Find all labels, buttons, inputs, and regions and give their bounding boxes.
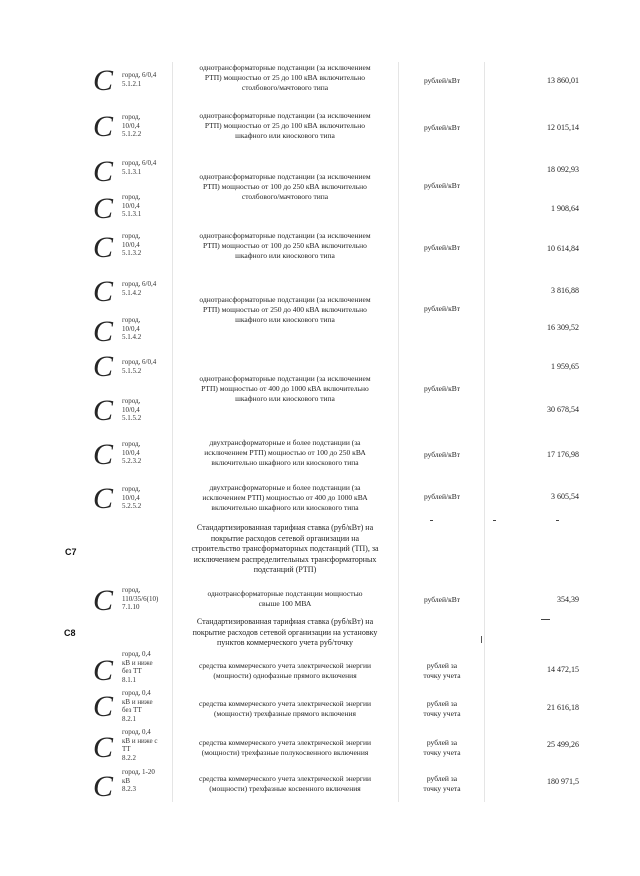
row-marker: C (93, 482, 114, 515)
row-unit: рублей/кВт (423, 123, 461, 132)
row-unit: рублей за точку учета (423, 661, 461, 680)
column-separator (172, 62, 173, 802)
row-code: город, 6/0,4 5.1.4.2 (122, 280, 157, 297)
row-code: город, 0,4 кВ и ниже без ТТ 8.2.1 (122, 689, 153, 723)
row-marker: C (93, 731, 114, 764)
merged-description: однотрансформаторные подстанции (за исключением РТП) мощностью от 250 до 400 кВА включительно шкафного или киоскового типа (199, 295, 371, 324)
row-value: 17 176,98 (547, 450, 579, 459)
row-unit: рублей/кВт (423, 76, 461, 85)
section-heading: Стандартизированная тарифная ставка (руб/кВт) на покрытие расходов сетевой организации на установку пунктов коммерческого учета руб/точку (192, 617, 378, 647)
row-unit: рублей/кВт (423, 492, 461, 501)
row-code: город, 0,4 кВ и ниже без ТТ 8.1.1 (122, 650, 153, 684)
section-label: C8 (64, 628, 76, 638)
dash-mark (556, 520, 559, 521)
merged-unit: рублей/кВт (423, 181, 461, 190)
merged-unit: рублей/кВт (423, 384, 461, 393)
row-description: однотрансформаторные подстанции мощностью свыше 100 МВА (207, 589, 363, 608)
row-description: однотрансформаторные подстанции (за исключением РТП) мощностью от 25 до 100 кВА включительно столбового/мачтового типа (199, 63, 371, 92)
row-value: 13 860,01 (547, 76, 579, 85)
dash-mark (541, 619, 550, 620)
row-value: 3 816,88 (551, 286, 579, 295)
row-marker: C (93, 654, 114, 687)
row-unit: рублей/кВт (423, 243, 461, 252)
row-code: город, 0,4 кВ и ниже с ТТ 8.2.2 (122, 728, 158, 762)
row-description: двухтрансформаторные и более подстанции (за исключением РТП) мощностью от 100 до 250 кВА включительно шкафного или киоскового типа (204, 438, 366, 467)
row-value: 21 616,18 (547, 703, 579, 712)
row-value: 354,39 (557, 595, 579, 604)
row-unit: рублей за точку учета (423, 774, 461, 793)
row-value: 3 605,54 (551, 492, 579, 501)
row-unit: рублей/кВт (423, 595, 461, 604)
row-code: город, 10/0,4 5.2.3.2 (122, 440, 142, 465)
row-description: однотрансформаторные подстанции (за исключением РТП) мощностью от 100 до 250 кВА включительно шкафного или киоскового типа (199, 231, 371, 260)
row-marker: C (93, 231, 114, 264)
row-marker: C (93, 275, 114, 308)
row-description: средства коммерческого учета электрической энергии (мощности) однофазные прямого включения (199, 661, 371, 680)
row-value: 14 472,15 (547, 665, 579, 674)
row-code: город, 10/0,4 5.1.2.2 (122, 113, 142, 138)
row-code: город, 1-20 кВ 8.2.3 (122, 768, 155, 793)
section-label: C7 (65, 547, 77, 557)
row-description: однотрансформаторные подстанции (за исключением РТП) мощностью от 25 до 100 кВА включительно шкафного или киоскового типа (199, 111, 371, 140)
row-marker: C (93, 394, 114, 427)
row-marker: C (93, 350, 114, 383)
row-marker: C (93, 192, 114, 225)
row-value: 12 015,14 (547, 123, 579, 132)
row-code: город, 6/0,4 5.1.5.2 (122, 358, 157, 375)
row-description: средства коммерческого учета электрической энергии (мощности) трехфазные прямого включения (199, 699, 371, 718)
row-marker: C (93, 438, 114, 471)
row-description: двухтрансформаторные и более подстанции (за исключением РТП) мощностью от 400 до 1000 кВА включительно шкафного или киоскового типа (202, 483, 368, 512)
row-unit: рублей за точку учета (423, 699, 461, 718)
section-heading: Стандартизированная тарифная ставка (руб/кВт) на покрытие расходов сетевой организации на строительство трансформаторных подстанций (ТП), за исключением распределительных трансформаторных подстанций (РТП) (191, 523, 379, 574)
row-description: средства коммерческого учета электрической энергии (мощности) трехфазные полукосвенного включения (199, 738, 371, 757)
dash-mark (493, 520, 496, 521)
row-marker: C (93, 315, 114, 348)
dash-mark (430, 520, 433, 521)
row-code: город, 10/0,4 5.1.5.2 (122, 397, 142, 422)
row-unit: рублей за точку учета (423, 738, 461, 757)
merged-unit: рублей/кВт (423, 304, 461, 313)
row-code: город, 6/0,4 5.1.3.1 (122, 159, 157, 176)
row-value: 25 499,26 (547, 740, 579, 749)
row-marker: C (93, 110, 114, 143)
row-marker: C (93, 64, 114, 97)
column-separator (398, 62, 399, 802)
row-marker: C (93, 584, 114, 617)
row-marker: C (93, 155, 114, 188)
row-code: город, 10/0,4 5.1.4.2 (122, 316, 142, 341)
row-description: средства коммерческого учета электрической энергии (мощности) трехфазные косвенного включения (199, 774, 371, 793)
row-value: 1 959,65 (551, 362, 579, 371)
row-value: 30 678,54 (547, 405, 579, 414)
column-separator (484, 62, 485, 802)
row-code: город, 10/0,4 5.1.3.1 (122, 193, 142, 218)
row-value: 10 614,84 (547, 244, 579, 253)
row-code: город, 10/0,4 5.2.5.2 (122, 485, 142, 510)
row-code: город, 110/35/6(10) 7.1.10 (122, 586, 159, 611)
row-unit: рублей/кВт (423, 450, 461, 459)
row-value: 180 971,5 (547, 777, 579, 786)
row-value: 18 092,93 (547, 165, 579, 174)
mark-line (481, 636, 482, 643)
row-code: город, 10/0,4 5.1.3.2 (122, 232, 142, 257)
merged-description: однотрансформаторные подстанции (за исключением РТП) мощностью от 100 до 250 кВА включительно столбового/мачтового типа (199, 172, 371, 201)
merged-description: однотрансформаторные подстанции (за исключением РТП) мощностью от 400 до 1000 кВА включительно шкафного или киоскового типа (199, 374, 371, 403)
row-value: 16 309,52 (547, 323, 579, 332)
row-marker: C (93, 690, 114, 723)
row-value: 1 908,64 (551, 204, 579, 213)
row-marker: C (93, 770, 114, 803)
row-code: город, 6/0,4 5.1.2.1 (122, 71, 157, 88)
